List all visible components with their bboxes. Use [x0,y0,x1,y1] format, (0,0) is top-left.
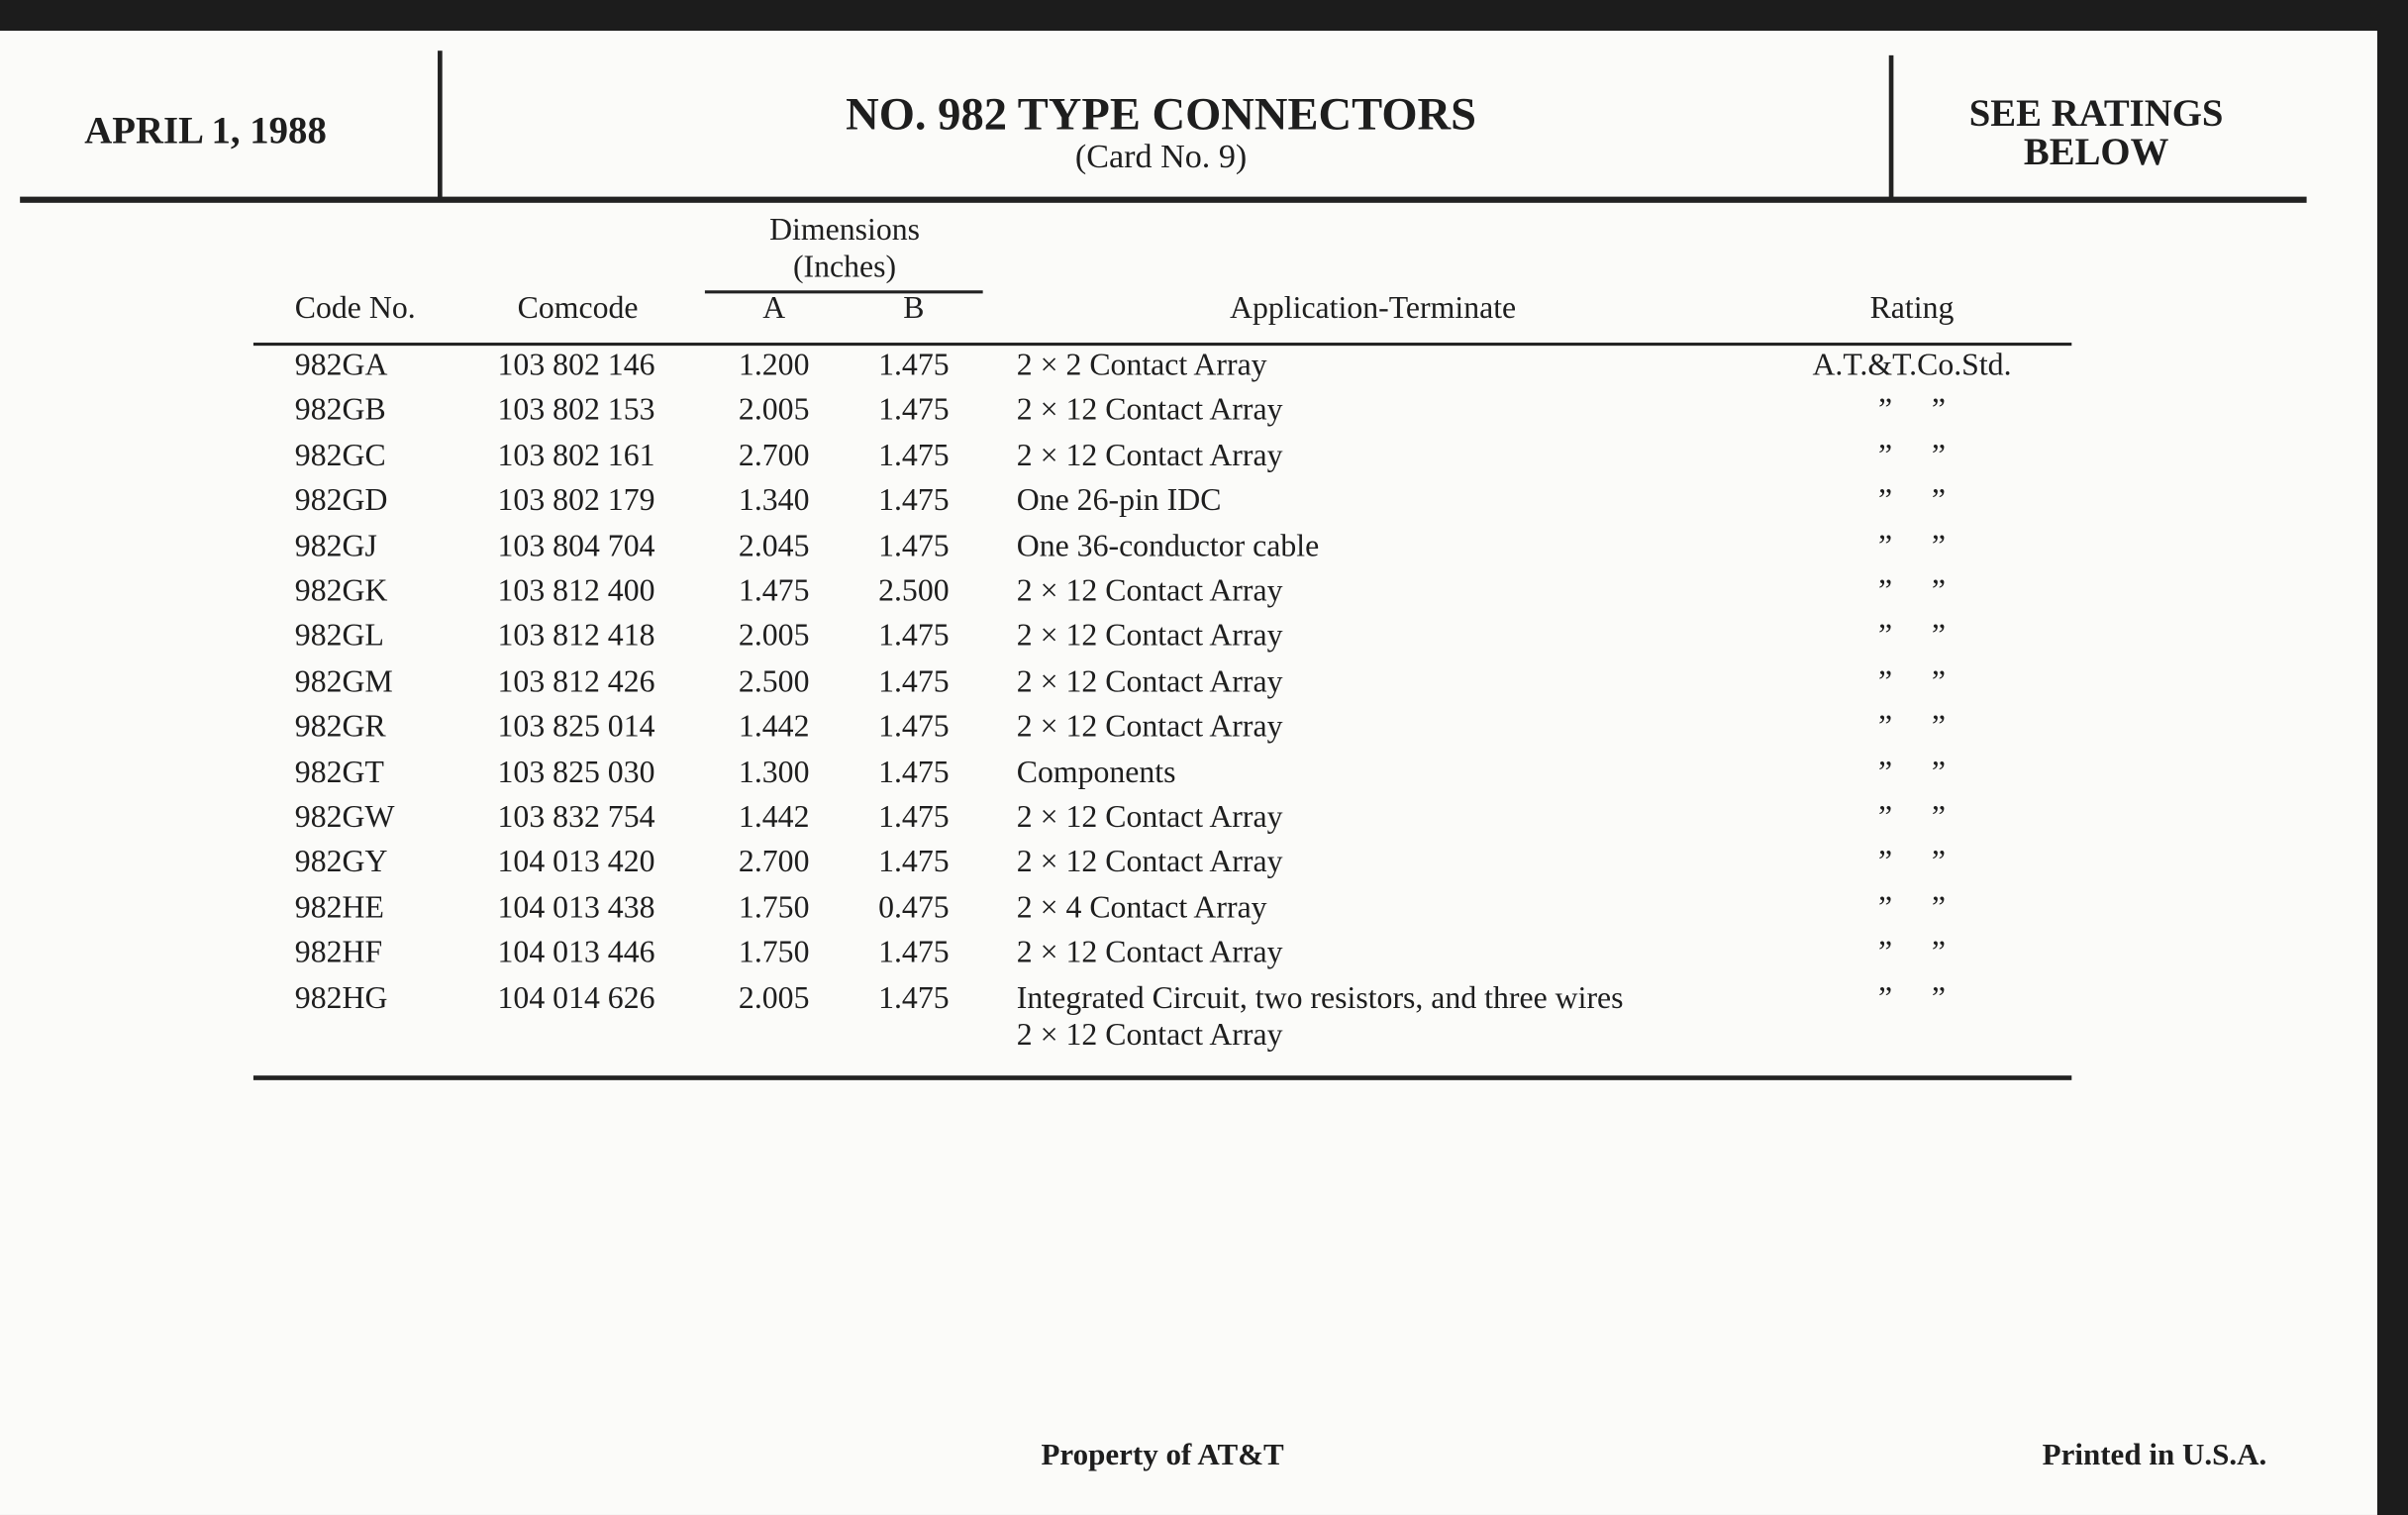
cell-rating: A.T.&T.Co.Std. [1812,349,2012,383]
date: APRIL 1, 1988 [84,110,327,152]
cell-b: 1.475 [878,439,950,473]
cell-app: 2 × 12 Contact Array [1016,574,1283,609]
cell-a: 2.500 [738,664,810,699]
cell-comcode: 103 802 161 [497,439,655,473]
ratings-note [1969,95,2224,172]
col-header-a: A [762,291,786,326]
cell-a: 2.700 [738,846,810,880]
cell-rating: ” ” [1878,846,1946,880]
cell-rating: ” ” [1878,800,1946,835]
cell-rating: ” ” [1878,393,1946,428]
cell-rating: ” ” [1878,439,1946,473]
cell-a: 1.442 [738,710,810,745]
cell-a: 2.005 [738,619,810,655]
cell-comcode: 104 014 626 [497,980,655,1016]
cell-app: One 36-conductor cable [1016,529,1320,563]
cell-b: 1.475 [878,980,950,1016]
cell-comcode: 103 825 014 [497,710,655,745]
cell-b: 1.475 [878,484,950,519]
cell-code: 982GB [294,393,386,428]
cell-comcode: 103 802 146 [497,349,655,383]
cell-comcode: 104 013 446 [497,936,655,970]
cell-app: One 26-pin IDC [1016,484,1222,519]
cell-a: 2.005 [738,393,810,428]
cell-b: 1.475 [878,349,950,383]
cell-code: 982GJ [294,529,377,563]
cell-a: 1.300 [738,755,810,789]
cell-rating: ” ” [1878,484,1946,519]
cell-app-continued: 2 × 12 Contact Array [1016,1018,1283,1053]
cell-app: 2 × 12 Contact Array [1016,664,1283,699]
cell-app: 2 × 12 Contact Array [1016,800,1283,835]
ratings-note-line2: BELOW [2023,132,2169,174]
cell-code: 982GM [294,664,393,699]
cell-code: 982HG [294,980,388,1016]
cell-rating: ” ” [1878,574,1946,609]
page-title: NO. 982 TYPE CONNECTORS [846,88,1476,141]
cell-comcode: 104 013 420 [497,846,655,880]
cell-comcode: 103 832 754 [497,800,655,835]
cell-comcode: 103 812 426 [497,664,655,699]
cell-a: 1.750 [738,936,810,970]
cell-app: 2 × 12 Contact Array [1016,439,1283,473]
dimensions-group-header [769,212,920,285]
col-header-code: Code No. [294,291,416,326]
cell-code: 982GD [294,484,388,519]
cell-comcode: 103 802 179 [497,484,655,519]
card-number: (Card No. 9) [1074,137,1248,175]
cell-a: 1.442 [738,800,810,835]
printed-notice: Printed in U.S.A. [2042,1438,2267,1472]
cell-code: 982GY [294,846,388,880]
cell-rating: ” ” [1878,619,1946,655]
cell-app: Components [1016,755,1176,789]
cell-rating: ” ” [1878,710,1946,745]
cell-a: 1.200 [738,349,810,383]
cell-code: 982GW [294,800,395,835]
cell-b: 1.475 [878,710,950,745]
cell-rating: ” ” [1878,890,1946,925]
cell-b: 2.500 [878,574,950,609]
cell-rating: ” ” [1878,936,1946,970]
cell-code: 982GC [294,439,386,473]
cell-a: 2.005 [738,980,810,1016]
cell-comcode: 103 804 704 [497,529,655,563]
cell-code: 982GK [294,574,388,609]
cell-a: 1.475 [738,574,810,609]
property-notice: Property of AT&T [1041,1438,1284,1472]
col-header-comcode: Comcode [517,291,639,326]
cell-b: 1.475 [878,755,950,789]
col-header-application: Application-Terminate [1230,291,1517,326]
table-header-rule [253,343,2071,346]
dimensions-label: Dimensions [769,213,921,248]
cell-a: 2.700 [738,439,810,473]
cell-rating: ” ” [1878,529,1946,563]
cell-comcode: 103 812 400 [497,574,655,609]
cell-b: 1.475 [878,664,950,699]
cell-code: 982GL [294,619,384,655]
inches-label: (Inches) [792,250,897,285]
col-header-b: B [903,291,925,326]
header-rule [20,197,2306,203]
cell-rating: ” ” [1878,755,1946,789]
cell-comcode: 103 802 153 [497,393,655,428]
cell-b: 1.475 [878,619,950,655]
cell-app: Integrated Circuit, two resistors, and three wires [1016,980,1624,1016]
cell-b: 1.475 [878,800,950,835]
cell-app: 2 × 2 Contact Array [1016,349,1267,383]
cell-app: 2 × 4 Contact Array [1016,890,1267,925]
cell-b: 1.475 [878,393,950,428]
cell-code: 982GR [294,710,386,745]
cell-app: 2 × 12 Contact Array [1016,619,1283,655]
ratings-note-line1: SEE RATINGS [1968,93,2224,136]
col-header-rating: Rating [1869,291,1955,326]
cell-app: 2 × 12 Contact Array [1016,710,1283,745]
cell-b: 0.475 [878,890,950,925]
cell-comcode: 103 812 418 [497,619,655,655]
cell-rating: ” ” [1878,980,1946,1016]
cell-app: 2 × 12 Contact Array [1016,393,1283,428]
cell-a: 2.045 [738,529,810,563]
header-divider-left [438,50,443,200]
dimensions-underline [705,290,983,293]
cell-b: 1.475 [878,936,950,970]
cell-app: 2 × 12 Contact Array [1016,936,1283,970]
header-divider-right [1889,55,1894,200]
cell-code: 982HF [294,936,383,970]
cell-b: 1.475 [878,529,950,563]
cell-comcode: 103 825 030 [497,755,655,789]
cell-a: 1.750 [738,890,810,925]
cell-b: 1.475 [878,846,950,880]
cell-code: 982GT [294,755,384,789]
cell-a: 1.340 [738,484,810,519]
cell-rating: ” ” [1878,664,1946,699]
cell-app: 2 × 12 Contact Array [1016,846,1283,880]
cell-comcode: 104 013 438 [497,890,655,925]
cell-code: 982GA [294,349,388,383]
table-bottom-rule [253,1075,2071,1080]
cell-code: 982HE [294,890,384,925]
